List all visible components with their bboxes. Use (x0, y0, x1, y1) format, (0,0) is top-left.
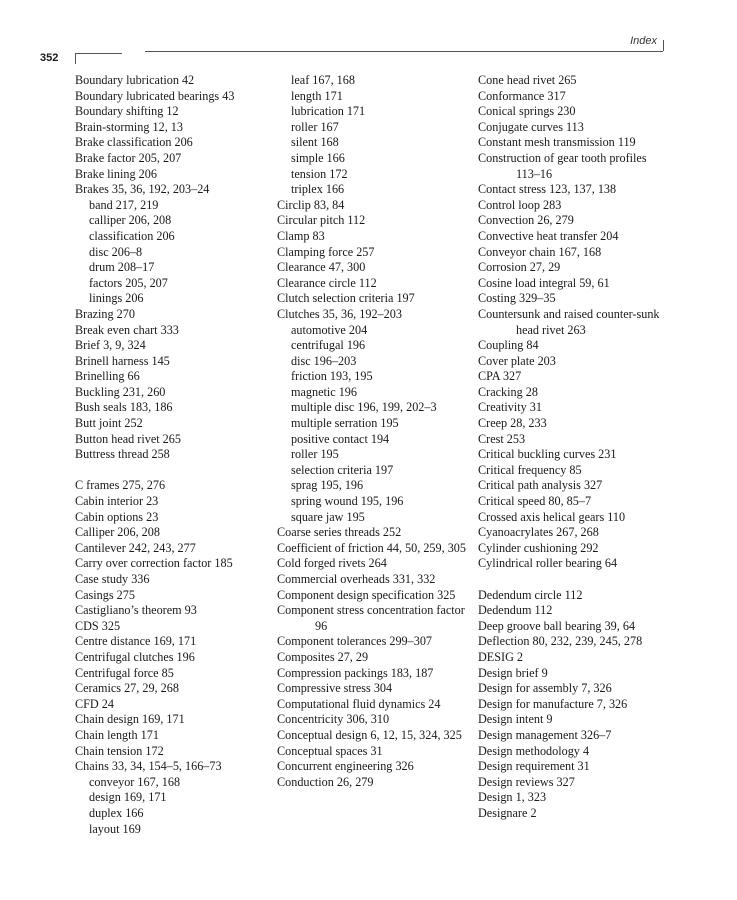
index-entry: Cone head rivet 265 (478, 73, 577, 87)
index-entry: Brinelling 66 (75, 369, 140, 384)
index-subentry: centrifugal 196 (291, 338, 366, 353)
index-entry: CFD 24 (75, 696, 114, 711)
index-entry: Boundary lubrication 42 (75, 73, 195, 87)
index-column-3 (478, 73, 663, 822)
index-entry: Convective heat transfer 204 (478, 228, 619, 243)
index-entry: Buttress thread 258 (75, 447, 170, 462)
index-subentry: friction 193, 195 (291, 369, 373, 384)
index-entry: Clearance circle 112 (277, 275, 377, 290)
index-entry: CDS 325 (75, 618, 121, 633)
index-entry: Conformance 317 (478, 88, 566, 103)
index-entry: Button head rivet 265 (75, 431, 181, 446)
index-entry: Centrifugal clutches 196 (75, 649, 195, 664)
index-subentry: selection criteria 197 (291, 462, 394, 477)
index-entry: Bush seals 183, 186 (75, 400, 173, 415)
index-entry: Component tolerances 299–307 (277, 634, 433, 649)
index-entry: Construction of gear tooth profiles 113–16 (478, 150, 647, 181)
index-entry: Compressive stress 304 (277, 681, 393, 696)
index-entry: Butt joint 252 (75, 416, 143, 431)
index-subentry: simple 166 (291, 150, 345, 165)
index-entry: Compression packings 183, 187 (277, 665, 434, 680)
index-entry: Deep groove ball bearing 39, 64 (478, 618, 636, 633)
index-entry: Critical buckling curves 231 (478, 447, 617, 462)
index-entry: Conceptual spaces 31 (277, 743, 383, 758)
index-entry: Cracking 28 (478, 384, 538, 399)
index-letter-gap (478, 572, 663, 588)
index-entry: Design requirement 31 (478, 759, 590, 774)
index-entry: Buckling 231, 260 (75, 384, 166, 399)
index-entry: Dedendum 112 (478, 603, 553, 618)
index-entry: Crest 253 (478, 431, 526, 446)
index-entry: Costing 329–35 (478, 291, 556, 306)
index-entry: Concentricity 306, 310 (277, 712, 390, 727)
index-entry: Coupling 84 (478, 338, 539, 353)
index-entry: Contact stress 123, 137, 138 (478, 182, 617, 197)
index-entry: Circular pitch 112 (277, 213, 366, 228)
index-entry: Dedendum circle 112 (478, 587, 583, 602)
index-subentry: magnetic 196 (291, 384, 357, 399)
index-entry: Clutch selection criteria 197 (277, 291, 415, 306)
index-subentry: spring wound 195, 196 (291, 494, 404, 509)
index-entry: Castigliano’s theorem 93 (75, 603, 197, 618)
index-entry: Brake lining 206 (75, 166, 157, 181)
index-entry: Corrosion 27, 29 (478, 260, 561, 275)
index-entry: Chain design 169, 171 (75, 712, 185, 727)
index-entry: Commercial overheads 331, 332 (277, 572, 436, 586)
index-entry: Design 1, 323 (478, 790, 547, 805)
index-entry: Coefficient of friction 44, 50, 259, 305 (277, 540, 466, 555)
index-entry: Boundary shifting 12 (75, 104, 179, 119)
index-entry: Cylindrical roller bearing 64 (478, 556, 618, 571)
page-number: 352 (40, 52, 59, 64)
index-entry: Clamping force 257 (277, 244, 375, 259)
index-entry: Centre distance 169, 171 (75, 634, 197, 649)
index-entry: Brakes 35, 36, 192, 203–24 (75, 182, 210, 197)
index-entry: Case study 336 (75, 572, 150, 586)
index-subentry: silent 168 (291, 135, 339, 150)
index-subentry: calliper 206, 208 (89, 213, 172, 228)
index-entry: Chains 33, 34, 154–5, 166–73 (75, 759, 222, 774)
index-entry: Chain length 171 (75, 727, 159, 742)
index-entry: Concurrent engineering 326 (277, 759, 414, 774)
index-entry: Design reviews 327 (478, 774, 575, 789)
index-entry: Brazing 270 (75, 306, 135, 321)
index-entry: Centrifugal force 85 (75, 665, 174, 680)
index-letter-gap (75, 463, 275, 479)
index-subentry: conveyor 167, 168 (89, 774, 181, 789)
index-entry: Composites 27, 29 (277, 649, 369, 664)
header-rule-left (75, 53, 122, 64)
index-entry: Deflection 80, 232, 239, 245, 278 (478, 634, 643, 649)
index-subentry: roller 167 (291, 119, 339, 134)
index-entry: Creep 28, 233 (478, 416, 547, 431)
index-column-2 (277, 73, 477, 790)
index-subentry: design 169, 171 (89, 790, 167, 805)
index-entry: Coarse series threads 252 (277, 525, 402, 540)
index-subentry: classification 206 (89, 228, 175, 243)
index-entry: Cantilever 242, 243, 277 (75, 540, 196, 555)
index-entry: Conveyor chain 167, 168 (478, 244, 602, 259)
index-entry: CPA 327 (478, 369, 522, 384)
index-entry: Conjugate curves 113 (478, 119, 584, 134)
index-entry: Conical springs 230 (478, 104, 576, 119)
index-entry: Convection 26, 279 (478, 213, 574, 228)
index-entry: Component stress concentration factor 96 (277, 603, 465, 633)
index-entry: Conceptual design 6, 12, 15, 324, 325 (277, 727, 462, 742)
index-entry: DESIG 2 (478, 649, 524, 664)
index-subentry: disc 206–8 (89, 244, 143, 259)
index-entry: C frames 275, 276 (75, 478, 166, 493)
index-entry: Circlip 83, 84 (277, 197, 345, 212)
index-entry: Designare 2 (478, 805, 537, 820)
index-subentry: multiple disc 196, 199, 202–3 (291, 400, 437, 415)
index-entry: Conduction 26, 279 (277, 774, 374, 789)
index-subentry: automotive 204 (291, 322, 368, 337)
index-entry: Design management 326–7 (478, 727, 612, 742)
index-entry: Cabin options 23 (75, 509, 159, 524)
index-entry: Cabin interior 23 (75, 494, 159, 509)
index-subentry: lubrication 171 (291, 104, 366, 119)
index-entry: Creativity 31 (478, 400, 542, 415)
index-entry: Ceramics 27, 29, 268 (75, 681, 179, 696)
index-subentry: band 217, 219 (89, 197, 159, 212)
index-entry: Brief 3, 9, 324 (75, 338, 146, 353)
index-subentry: positive contact 194 (291, 431, 390, 446)
index-subentry: multiple serration 195 (291, 416, 399, 431)
index-subentry: leaf 167, 168 (291, 73, 355, 87)
index-subentry: square jaw 195 (291, 509, 365, 524)
index-subentry: sprag 195, 196 (291, 478, 364, 493)
index-subentry: duplex 166 (89, 805, 144, 820)
index-subentry: disc 196–203 (291, 353, 357, 368)
index-subentry: factors 205, 207 (89, 275, 168, 290)
index-subentry: triplex 166 (291, 182, 345, 197)
index-entry: Design intent 9 (478, 712, 553, 727)
index-entry: Chain tension 172 (75, 743, 164, 758)
index-entry: Cold forged rivets 264 (277, 556, 387, 571)
index-entry: Countersunk and raised counter-sunk head rivet 263 (478, 306, 660, 337)
index-subentry: roller 195 (291, 447, 339, 462)
running-head: Index (630, 35, 657, 47)
header-rule-right (145, 51, 663, 52)
index-entry: Clutches 35, 36, 192–203 (277, 306, 402, 321)
index-entry: Break even chart 333 (75, 322, 179, 337)
index-entry: Cyanoacrylates 267, 268 (478, 525, 599, 540)
index-entry: Crossed axis helical gears 110 (478, 509, 626, 524)
index-subentry: length 171 (291, 88, 343, 103)
index-entry: Boundary lubricated bearings 43 (75, 88, 235, 103)
index-entry: Control loop 283 (478, 197, 562, 212)
index-entry: Design for assembly 7, 326 (478, 681, 612, 696)
index-entry: Critical frequency 85 (478, 462, 582, 477)
index-entry: Constant mesh transmission 119 (478, 135, 636, 150)
index-entry: Brain-storming 12, 13 (75, 119, 183, 134)
index-entry: Clearance 47, 300 (277, 260, 366, 275)
index-entry: Component design specification 325 (277, 587, 456, 602)
index-entry: Cover plate 203 (478, 353, 556, 368)
index-column-1 (75, 73, 275, 837)
index-entry: Design methodology 4 (478, 743, 590, 758)
index-subentry: tension 172 (291, 166, 348, 181)
index-entry: Brake classification 206 (75, 135, 193, 150)
index-entry: Carry over correction factor 185 (75, 556, 233, 571)
index-subentry: layout 169 (89, 821, 141, 836)
index-entry: Clamp 83 (277, 228, 325, 243)
index-entry: Brake factor 205, 207 (75, 150, 182, 165)
index-entry: Design for manufacture 7, 326 (478, 696, 628, 711)
index-entry: Critical speed 80, 85–7 (478, 494, 592, 509)
index-entry: Casings 275 (75, 587, 135, 602)
index-entry: Brinell harness 145 (75, 353, 170, 368)
index-subentry: linings 206 (89, 291, 144, 306)
index-entry: Cylinder cushioning 292 (478, 540, 599, 555)
index-entry: Design brief 9 (478, 665, 548, 680)
index-entry: Cosine load integral 59, 61 (478, 275, 610, 290)
index-entry: Calliper 206, 208 (75, 525, 160, 540)
index-entry: Critical path analysis 327 (478, 478, 603, 493)
index-subentry: drum 208–17 (89, 260, 155, 275)
header-rule-tick (663, 40, 664, 51)
index-entry: Computational fluid dynamics 24 (277, 696, 441, 711)
